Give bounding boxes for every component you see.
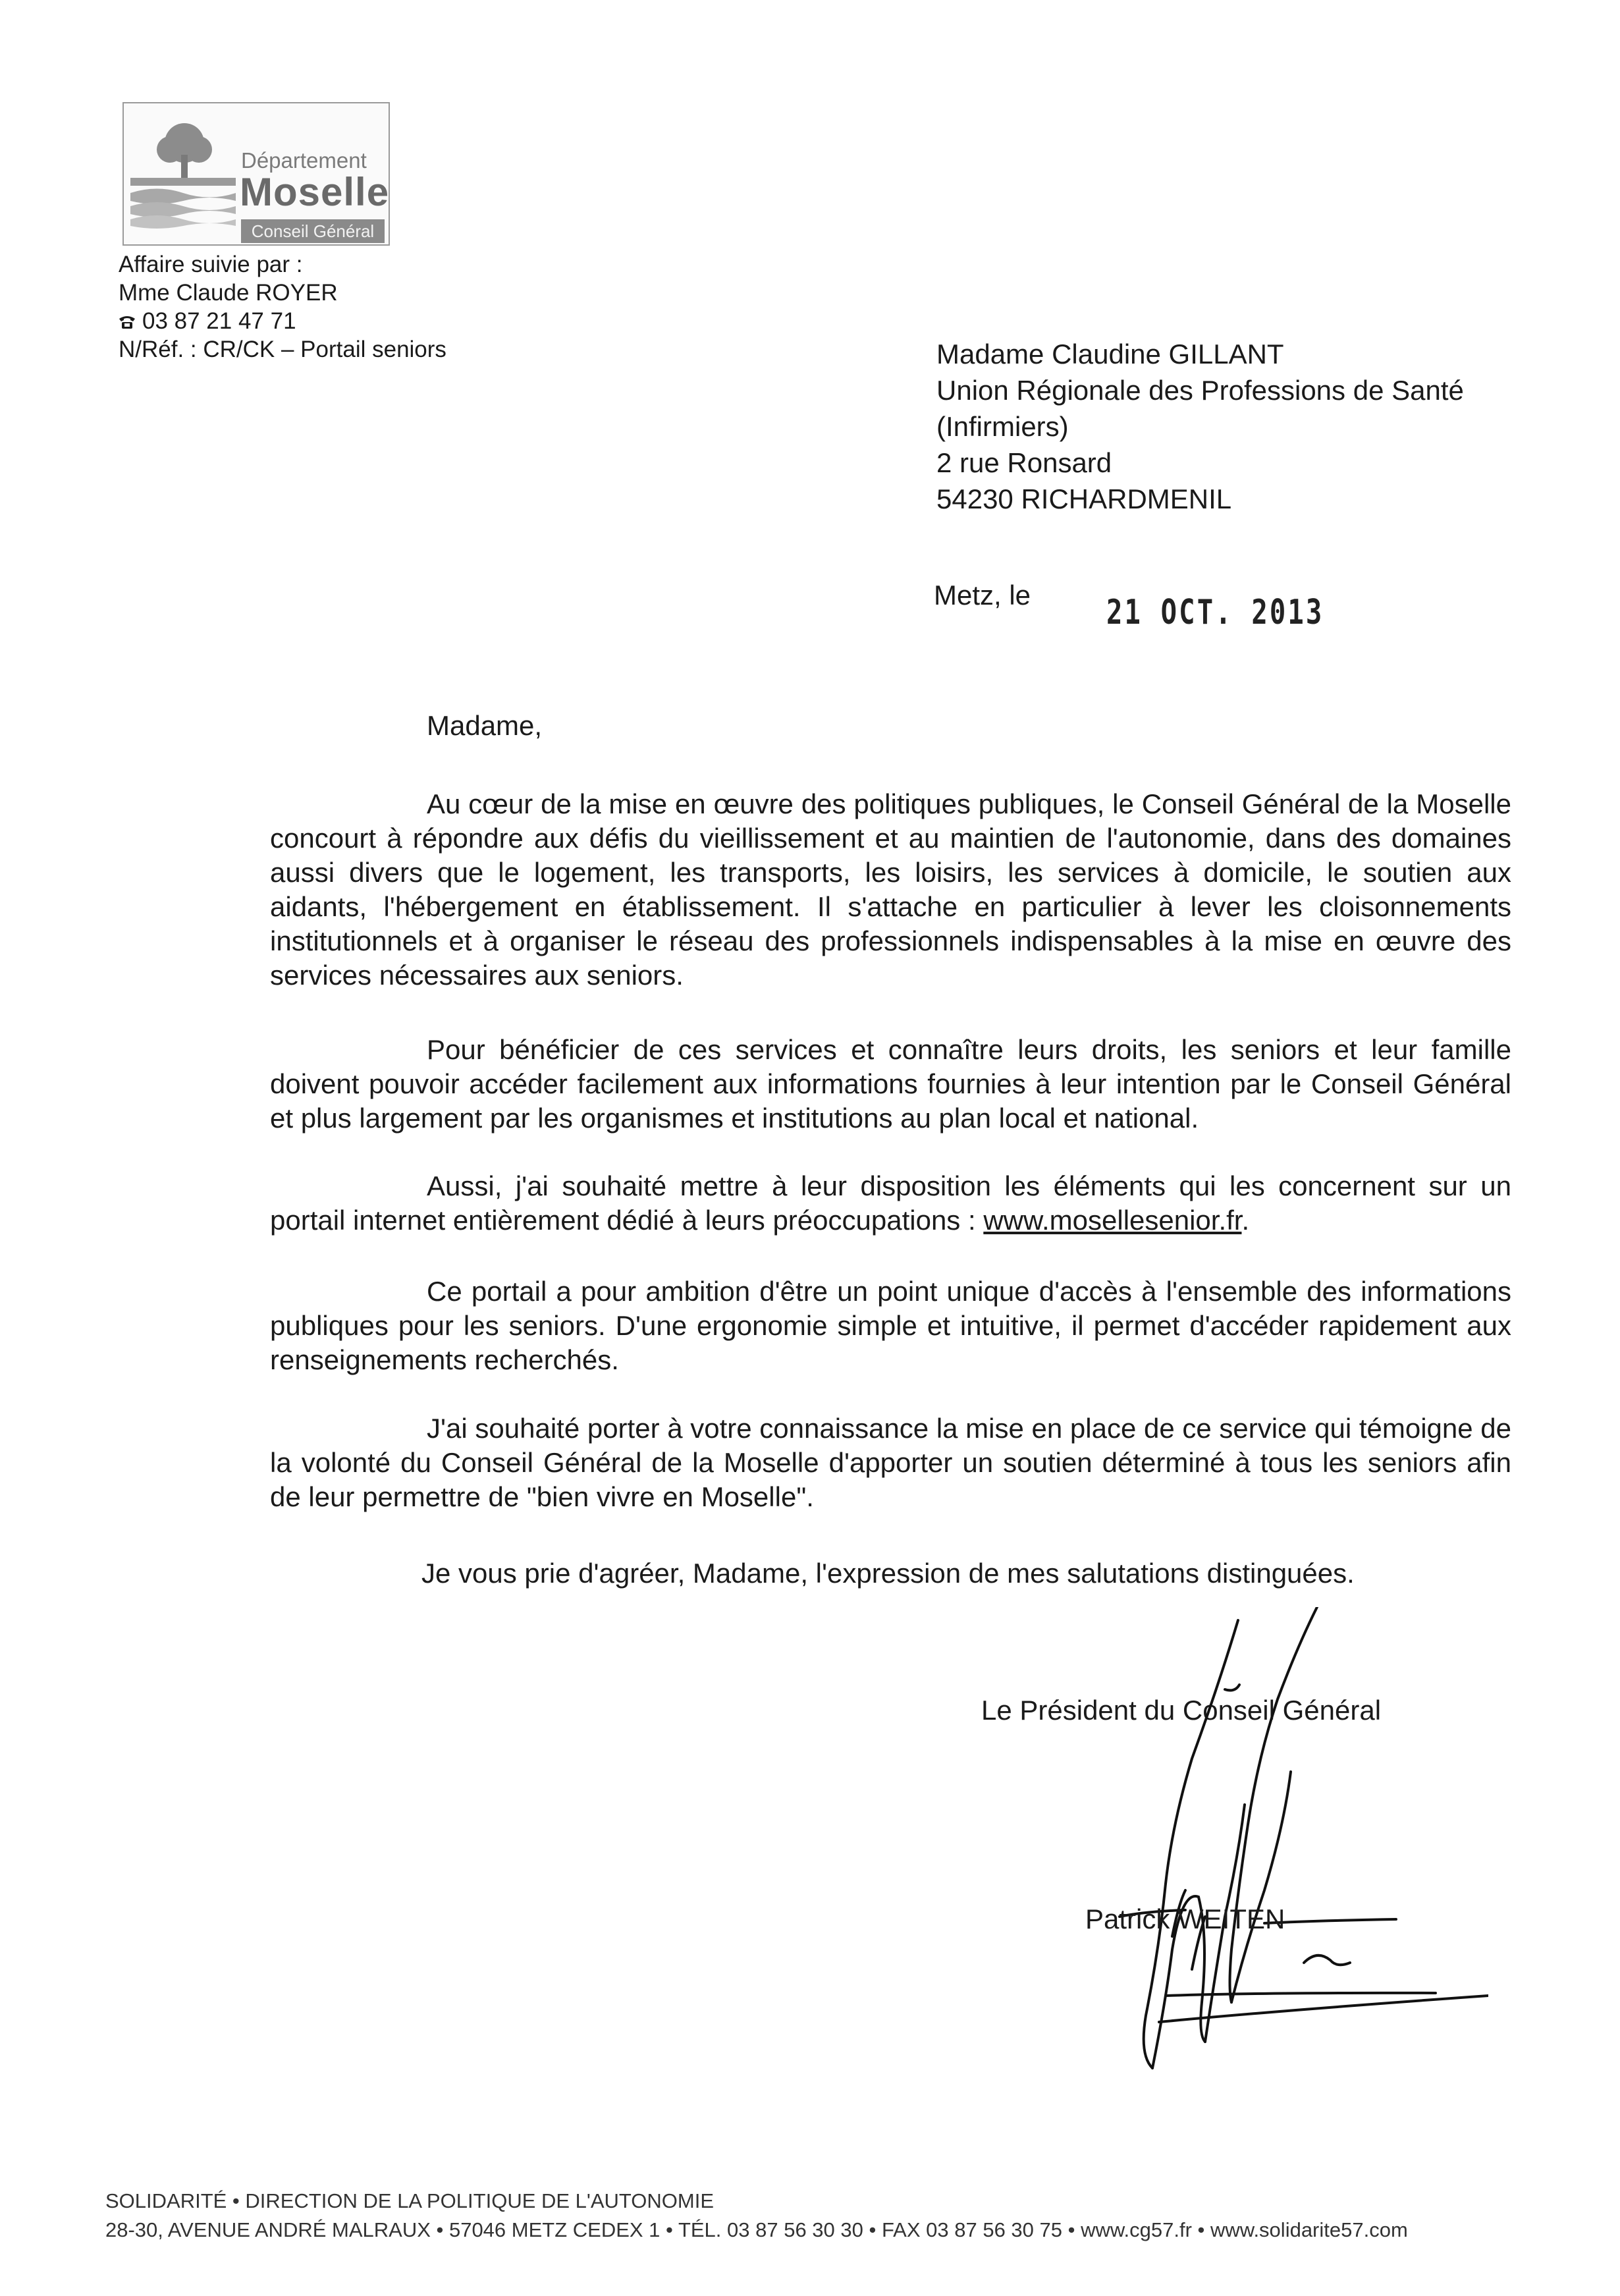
paragraph-3-end: . — [1241, 1205, 1250, 1236]
recipient-block — [936, 336, 1464, 517]
footer-department: SOLIDARITÉ • DIRECTION DE LA POLITIQUE DE L'AUTONOMIE — [105, 2189, 714, 2212]
letterhead-footer — [105, 2187, 1408, 2245]
sender-phone-line — [119, 307, 446, 335]
portal-link[interactable]: www.mosellesenior.fr — [983, 1205, 1242, 1236]
recipient-name: Madame Claudine GILLANT — [936, 339, 1284, 369]
footer-contact: 28-30, AVENUE ANDRÉ MALRAUX • 57046 METZ CEDEX 1 • TÉL. 03 87 56 30 30 • FAX 03 87 56 30 75 • www.cg57.fr • www.solidarite57.com — [105, 2218, 1408, 2241]
date-stamp: 21 OCT. 2013 — [1106, 593, 1324, 632]
logo-moselle: Moselle — [240, 170, 390, 214]
paragraph-4: Ce portail a pour ambition d'être un point unique d'accès à l'ensemble des informations publiques pour les seniors. D'une ergonomie simple et intuitive, il permet d'accéder rapidement aux renseignements recherchés. — [270, 1276, 1511, 1375]
recipient-city: 54230 RICHARDMENIL — [936, 483, 1232, 514]
logo-conseil-general: Conseil Général — [241, 219, 385, 243]
paragraph-1: Au cœur de la mise en œuvre des politiques publiques, le Conseil Général de la Moselle concourt à répondre aux défis du vieillissement et au maintien de l'autonomie, dans des domaines aussi divers que le logement, les transports, les loisirs, les services à domicile, le soutien aux aidants, l'hébergement en établissement. Il s'attache en particulier à lever les cloisonnements institutionnels et à organiser le réseau des professionnels indispensables à la mise en œuvre des services nécessaires aux seniors. — [270, 788, 1511, 991]
moselle-logo — [122, 102, 390, 246]
paragraph-3 — [270, 1169, 1511, 1238]
closing-formula: Je vous prie d'agréer, Madame, l'expression de mes salutations distinguées. — [421, 1558, 1355, 1589]
paragraph-5: J'ai souhaité porter à votre connaissance la mise en place de ce service qui témoigne de la volonté du Conseil Général de la Moselle d'apporter un soutien déterminé à tous les seniors afin de leur permettre de "bien vivre en Moselle". — [270, 1413, 1511, 1512]
recipient-street: 2 rue Ronsard — [936, 447, 1112, 478]
tree-landscape-icon — [130, 115, 236, 234]
signatory-name: Patrick WEITEN — [1085, 1903, 1285, 1934]
recipient-organization: Union Régionale des Professions de Santé — [936, 375, 1464, 406]
recipient-organization-detail: (Infirmiers) — [936, 411, 1069, 442]
sender-reference: N/Réf. : CR/CK – Portail seniors — [119, 337, 446, 362]
sender-affaire: Affaire suivie par : — [119, 252, 303, 277]
sender-name: Mme Claude ROYER — [119, 280, 338, 306]
paragraph-3-text: Aussi, j'ai souhaité mettre à leur disposition les éléments qui les concernent sur un portail internet entièrement dédié à leurs préoccupations : — [270, 1170, 1511, 1236]
sender-phone: 03 87 21 47 71 — [142, 308, 296, 334]
handwritten-signature — [1067, 1607, 1488, 2094]
sender-block — [119, 250, 446, 364]
paragraph-2: Pour bénéficier de ces services et connaître leurs droits, les seniors et leur famille doivent pouvoir accéder facilement aux informations fournies à leur intention par le Conseil Général et plus largement par les organismes et institutions au plan local et national. — [270, 1034, 1511, 1134]
salutation: Madame, — [427, 710, 543, 741]
logo-departement: Département — [241, 148, 367, 173]
signatory-title: Le Président du Conseil Général — [981, 1695, 1382, 1726]
phone-icon — [119, 315, 136, 329]
date-label: Metz, le — [934, 580, 1031, 611]
